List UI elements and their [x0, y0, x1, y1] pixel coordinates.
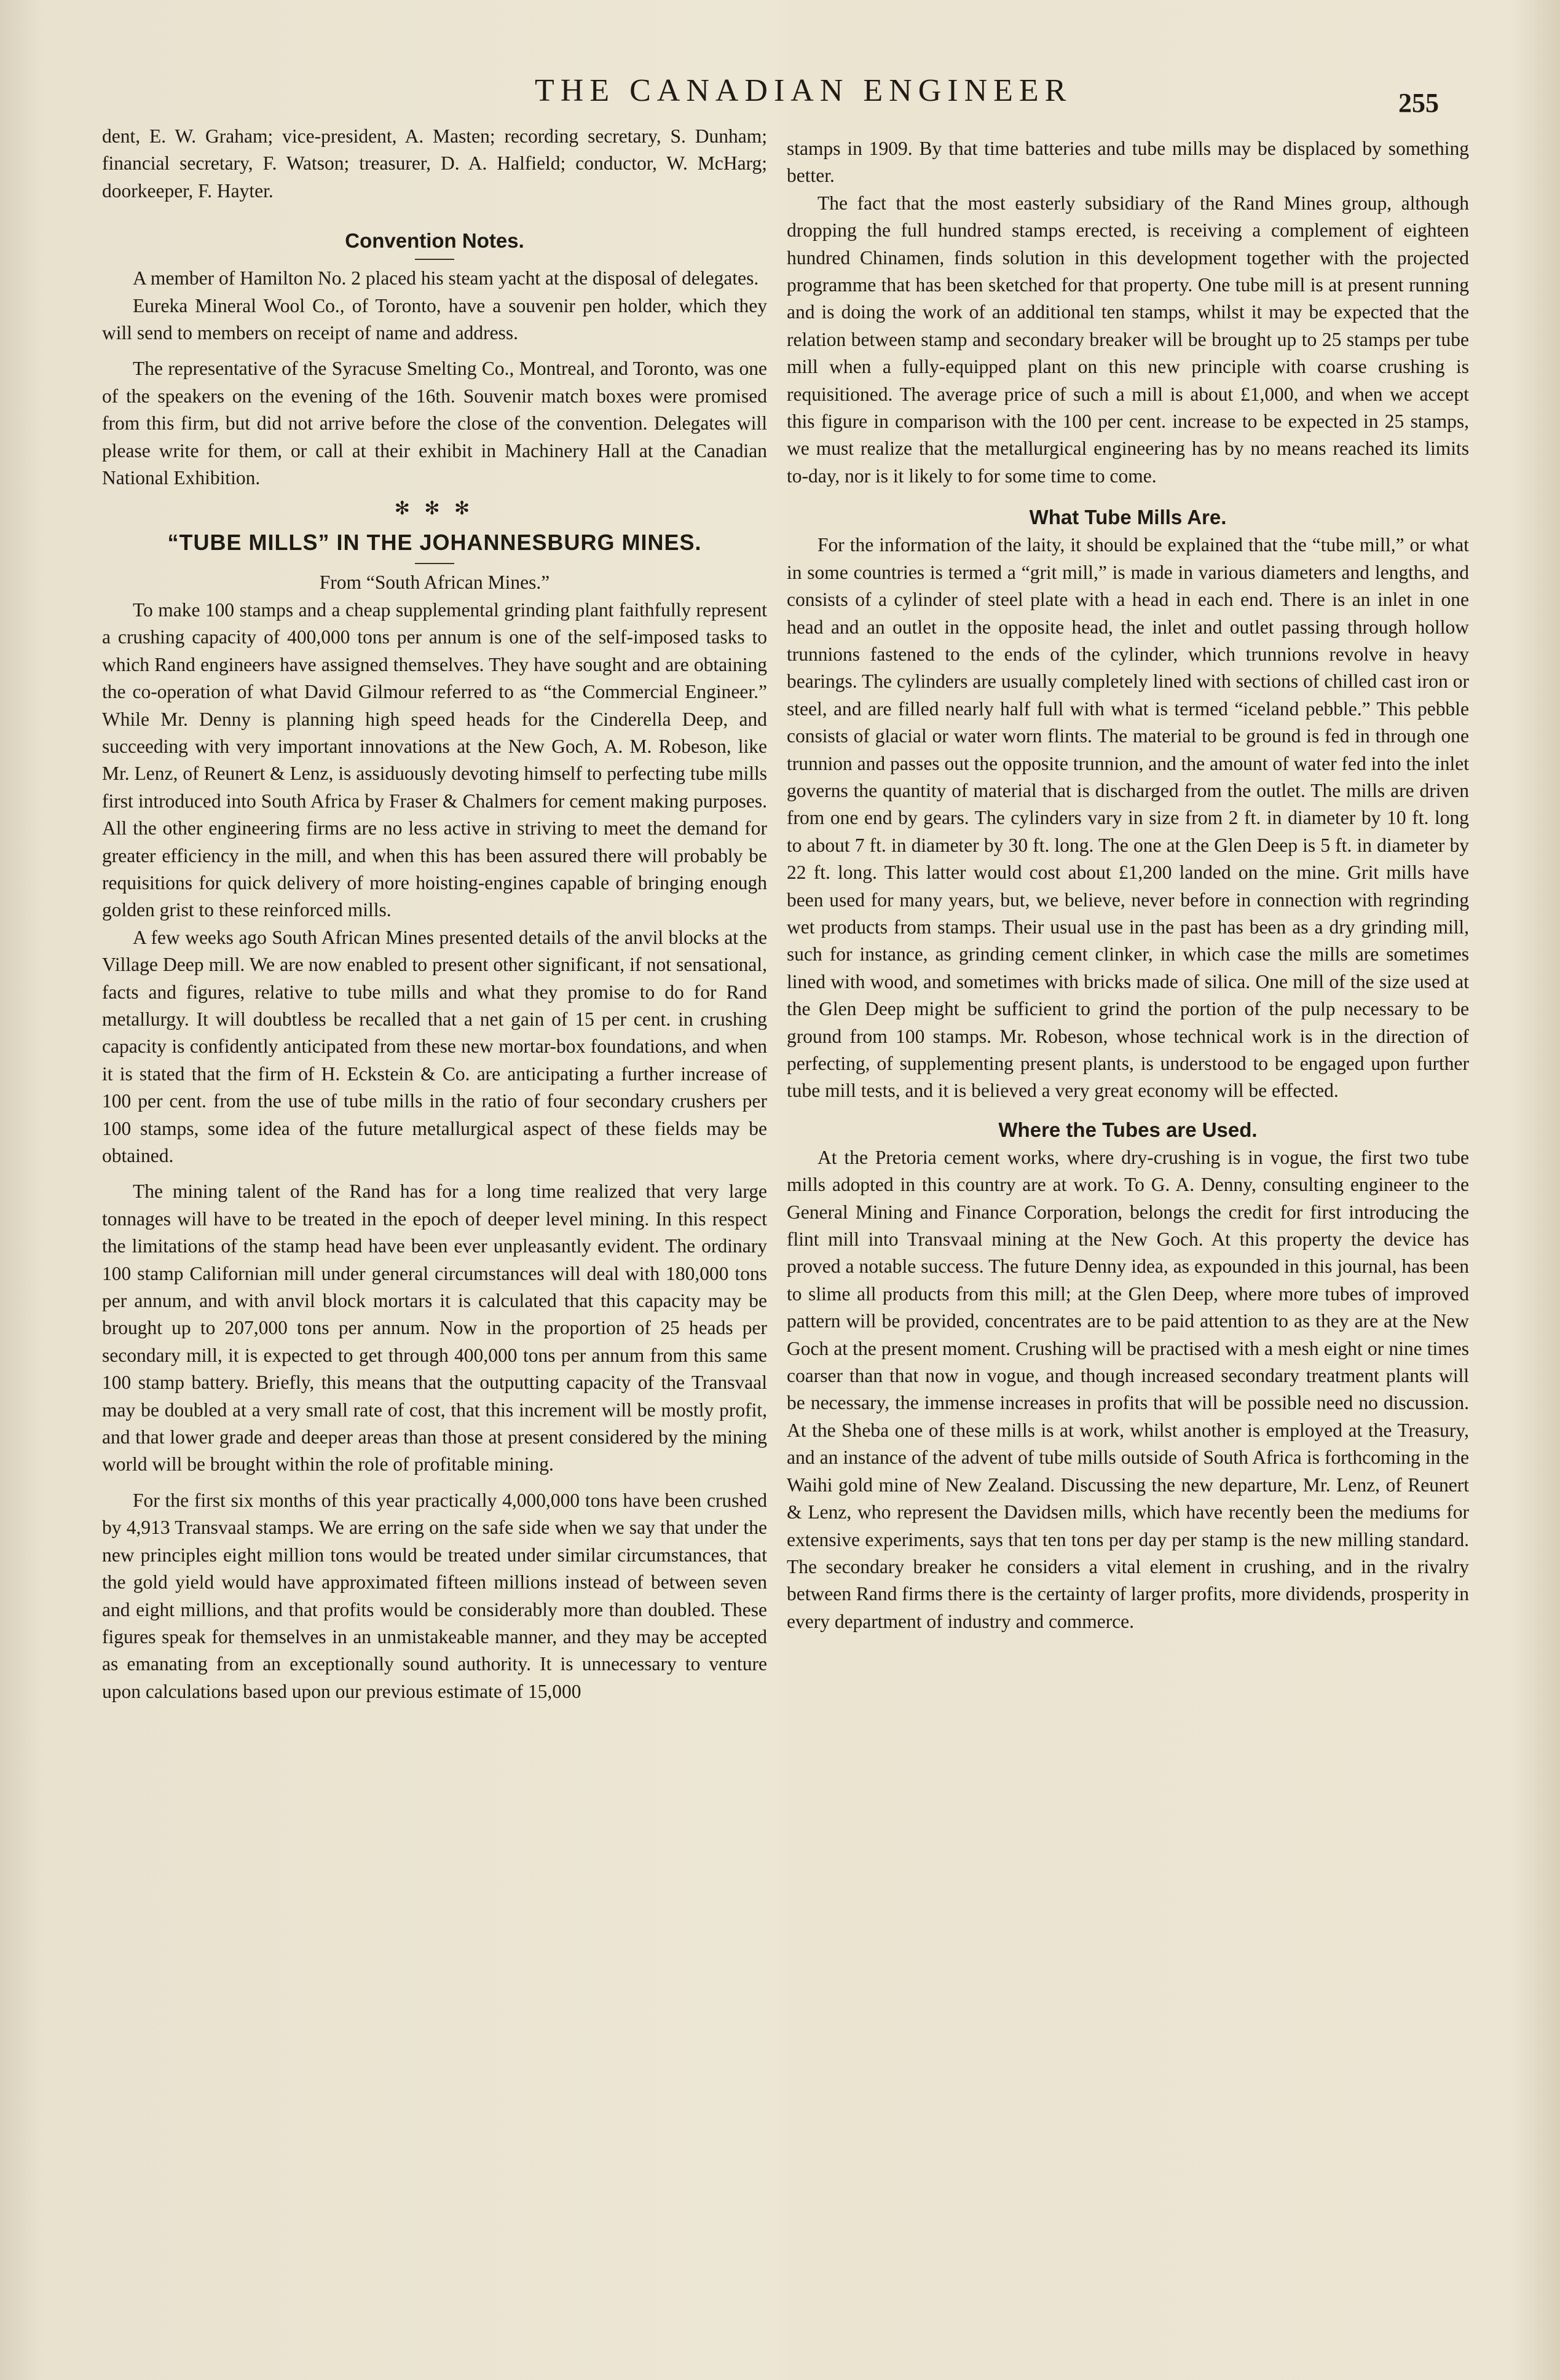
article-paragraph: To make 100 stamps and a cheap supplemental grinding plant faithfully represent a crushing capacity of 400,000 tons per annum is one of the self-imposed tasks to which Rand engineers have assigned themselves. They have sought and are obtaining the co-operation of what David Gilmour referred to as “the Commercial Engineer.” While Mr. Denny is planning high speed heads for the Cinderella Deep, and succeeding with very important innovations at the New Goch, A. M. Robeson, like Mr. Lenz, of Reunert & Lenz, is assiduously devoting himself to perfecting tube mills first introduced into South Africa by Fraser & Chalmers for cement making purposes. All the other engineering firms are no less active in striving to meet the demand for greater efficiency in the mill, and when this has been assured there will probably be requisitions for quick delivery of more hoisting-engines capable of bringing enough golden grist to these reinforced mills. — [102, 599, 767, 921]
heading-rule — [415, 259, 454, 260]
running-head — [0, 73, 1560, 116]
section-ornament: ✻ ✻ ✻ — [394, 498, 475, 519]
officers-list: dent, E. W. Graham; vice-president, A. Masten; recording secretary, S. Dunham; financial secretary, F. Watson; treasurer, D. A. Halfield; conductor, W. McHarg; doorkeeper, F. Hayter. — [102, 125, 767, 202]
journal-title: THE CANADIAN ENGINEER — [535, 73, 1073, 108]
page-number: 255 — [1398, 88, 1439, 118]
heading-rule — [415, 563, 454, 564]
article-paragraph: The fact that the most easterly subsidiary of the Rand Mines group, although dropping the full hundred stamps erected, is receiving a complement of eighteen hundred Chinamen, finds solution in this development together with the projected programme that has been sketched for that property. One tube mill is at present running and is doing the work of an additional ten stamps, whilst it may be expected that the relation between stamp and secondary breaker will be brought up to 25 stamps per tube mill when a fully-equipped plant on this new principle with coarse crushing is requisitioned. The average price of such a mill is about £1,000, and when we accept this figure in comparison with the 100 per cent. increase to be expected in 25 stamps, we must realize that the metallurgical engineering has by no means reached its limits to-day, nor is it likely to for some time to come. — [787, 192, 1469, 487]
article-paragraph: At the Pretoria cement works, where dry-crushing is in vogue, the first two tube mills adopted in this country are at work. To G. A. Denny, consulting engineer to the General Mining and Finance Corporation, belongs the credit for first introducing the flint mill into Transvaal mining at the New Goch. At this property the device has proved a notable success. The future Denny idea, as expounded in this journal, has been to slime all products from this mill; at the Glen Deep, where more tubes of improved pattern will be provided, concentrates are to be paid attention to as they are at the New Goch at the present moment. Crushing will be practised with a mesh eight or nine times coarser than that now in vogue, and though increased secondary treatment plants will be necessary, the immense increases in profits that will be possible need no discussion. At the Sheba one of these mills is at work, whilst another is employed at the Treasury, and an instance of the advent of tube mills outside of South Africa is forthcoming in the Waihi gold mine of New Zealand. Discussing the new departure, Mr. Lenz, of Reunert & Lenz, who represent the Davidsen mills, which have recently been the mediums for extensive experiments, says that ten tons per day per stamp is the new milling standard. The secondary breaker he considers a vital element in crushing, and in the rivalry between Rand firms there is the certainty of larger profits, more dividends, prosperity in every department of industry and commerce. — [787, 1146, 1469, 1632]
convention-paragraph: A member of Hamilton No. 2 placed his steam yacht at the disposal of delegates. — [133, 267, 759, 289]
left-column — [102, 123, 767, 1705]
what-tube-mills-are-heading: What Tube Mills Are. — [1029, 506, 1227, 529]
article-paragraph: A few weeks ago South African Mines presented details of the anvil blocks at the Village Deep mill. We are now enabled to present other significant, if not sensational, facts and figures, relative to tube mills and what they promise to do for Rand metallurgy. It will doubtless be recalled that a net gain of 15 per cent. in crushing capacity is confidently anticipated from these new mortar-box foundations, and when it is stated that the firm of H. Eckstein & Co. are anticipating a further increase of 100 per cent. from the use of tube mills in the ratio of four secondary crushers per 100 stamps, some idea of the future metallurgical aspect of these fields may be obtained. — [102, 926, 767, 1166]
article-heading: “TUBE MILLS” IN THE JOHANNESBURG MINES. — [167, 530, 702, 556]
article-paragraph: For the first six months of this year practically 4,000,000 tons have been crushed by 4,913 Transvaal stamps. We are erring on the safe side when we say that under the new principles eight million tons would be treated under similar circumstances, that the gold yield would have approximated fifteen millions instead of between seven and eight millions, and that profits would be considerably more than doubled. These figures speak for themselves in an unmistakeable manner, and they may be accepted as emanating from an exceptionally sound authority. It is unnecessary to venture upon calculations based upon our previous estimate of 15,000 — [102, 1489, 767, 1702]
convention-notes-heading: Convention Notes. — [345, 229, 524, 253]
convention-paragraph: The representative of the Syracuse Smelting Co., Montreal, and Toronto, was one of the speakers on the evening of the 16th. Souvenir match boxes were promised from this firm, but did not arrive before the close of the convention. Delegates will please write for them, or call at their exhibit in Machinery Hall at the Canadian National Exhibition. — [102, 358, 767, 489]
article-paragraph: For the information of the laity, it should be explained that the “tube mill,” or what in some countries is termed a “grit mill,” is made in various diameters and lengths, and consists of a cylinder of steel plate with a head in each end. There is an inlet in one head and an outlet in the opposite head, the inlet and outlet passing through hollow trunnions fastened to the ends of the cylinder, which trunnions revolve in heavy bearings. The cylinders are usually completely lined with sections of chilled cast iron or steel, and are filled nearly half full with what is termed “iceland pebble.” This pebble consists of glacial or water worn flints. The material to be ground is fed in through one trunnion and passes out the opposite trunnion, and the amount of water fed into the inlet governs the quantity of material that is discharged from the outlet. The mills are driven from one end by gears. The cylinders vary in size from 2 ft. in diameter by 10 ft. long to about 7 ft. in diameter by 30 ft. long. The one at the Glen Deep is 5 ft. in diameter by 22 ft. long. This latter would cost about £1,200 landed on the mine. Grit mills have been used for many years, but, we believe, never before in connection with regrinding wet products from stamps. Their usual use in the past has been as a dry grinding mill, such for instance, as grinding cement clinker, in which case the mills are sometimes lined with wood, and sometimes with bricks made of silica. One mill of the size used at the Glen Deep might be sufficient to grind the portion of the pulp necessary to be ground from 100 stamps. Mr. Robeson, whose technical work is in the direction of perfecting, of supplementing present plants, is understood to be engaged upon further tube mill tests, and it is believed a very great economy will be effected. — [787, 534, 1469, 1102]
right-column — [787, 135, 1469, 1635]
where-tubes-used-heading: Where the Tubes are Used. — [998, 1118, 1258, 1141]
continued-text: stamps in 1909. By that time batteries and tube mills may be displaced by something better. — [787, 138, 1469, 187]
article-source: From “South African Mines.” — [319, 571, 550, 594]
article-paragraph: The mining talent of the Rand has for a long time realized that very large tonnages will have to be treated in the epoch of deeper level mining. In this respect the limitations of the stamp head have been ever unpleasantly evident. The ordinary 100 stamp Californian mill under general circumstances will deal with 180,000 tons per annum, and with anvil block mortars it is calculated that this capacity may be brought up to 207,000 tons per annum. Now in the proportion of 25 heads per secondary mill, it is expected to get through 400,000 tons per annum from this same 100 stamp battery. Briefly, this means that the outputting capacity of the Transvaal may be doubled at a very small rate of cost, that this increment will be mostly profit, and that lower grade and deeper areas than those at present considered by the mining world will be brought within the role of profitable mining. — [102, 1180, 767, 1475]
convention-paragraph: Eureka Mineral Wool Co., of Toronto, have a souvenir pen holder, which they will send to members on receipt of name and address. — [102, 294, 767, 344]
